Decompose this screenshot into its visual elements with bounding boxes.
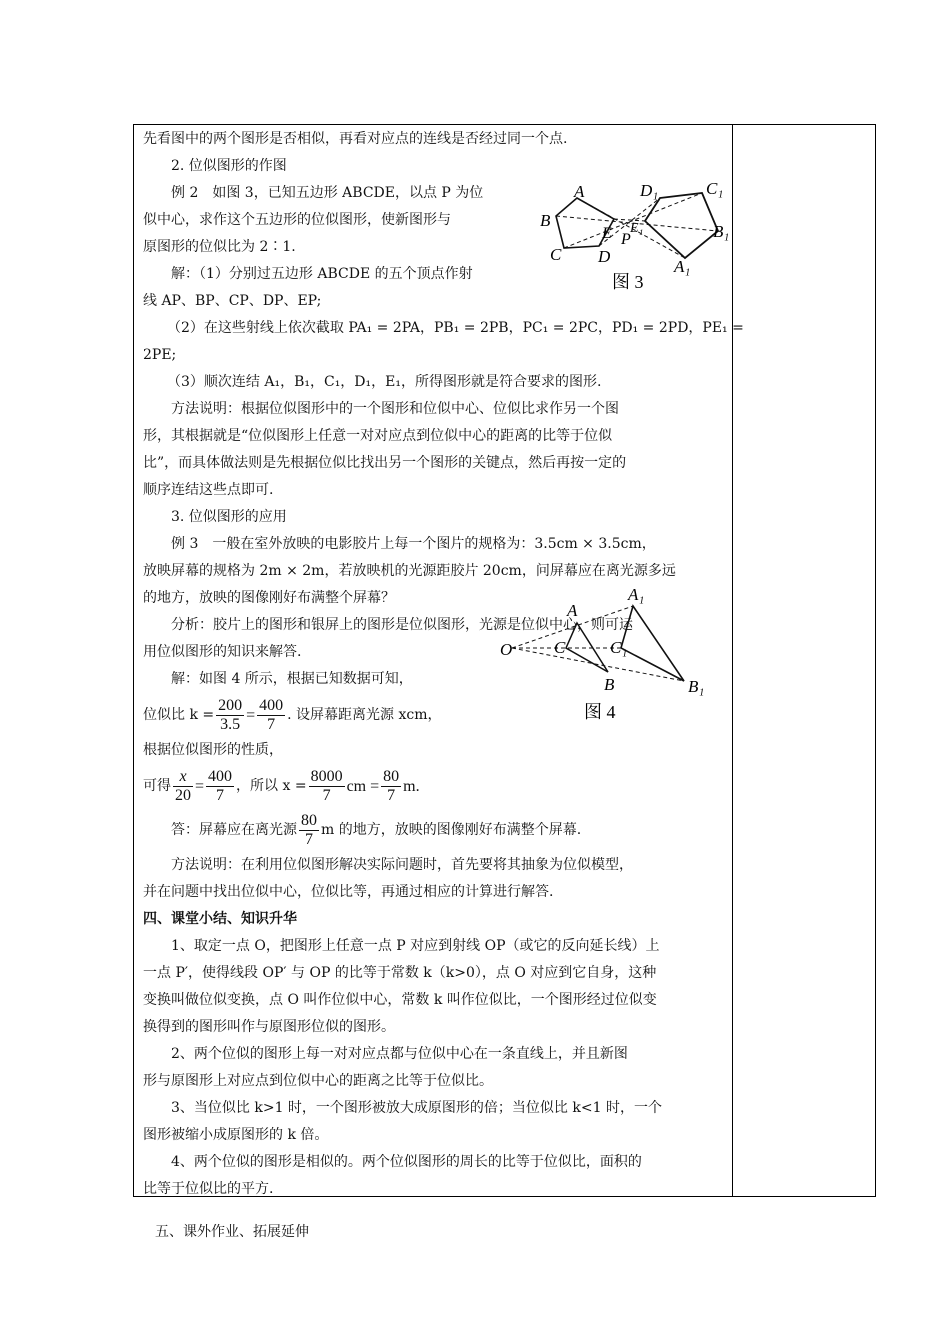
label-C1: C₁ [610, 638, 628, 657]
label-O: O [500, 640, 513, 659]
numerator: 400 [259, 696, 284, 714]
denominator: 20 [175, 786, 191, 804]
equals-sign: = [195, 777, 205, 795]
text-line: 解：（1）分别过五边形 ABCDE 的五个顶点作射 [171, 266, 473, 282]
label-B1: B₁ [688, 677, 705, 696]
text-line: 的地方，放映的图像刚好布满整个屏幕？ [143, 590, 395, 606]
summary-line: 2、两个位似的图形上每一对对应点都与位似中心在一条直线上，并且新图 [171, 1046, 628, 1062]
section-title: 3. 位似图形的应用 [171, 509, 287, 525]
large-triangle [621, 606, 684, 681]
label-A1: A₁ [628, 585, 645, 604]
fraction [216, 697, 244, 734]
answer-line [143, 808, 723, 852]
label-C1: C₁ [706, 179, 724, 198]
denominator: 7 [322, 786, 331, 804]
text-line: 似中心，求作这个五边形的位似图形，使新图形与 [143, 212, 451, 228]
label-C: C [550, 245, 562, 264]
text-line: 放映屏幕的规格为 2m × 2m，若放映机的光源距胶片 20cm，问屏幕应在离光源多远 [143, 563, 676, 579]
text-line: 方法说明：根据位似图形中的一个图形和位似中心、位似比求作另一个图 [171, 401, 619, 417]
label-C: C [554, 638, 566, 657]
text-line: 线 AP、BP、CP、DP、EP; [143, 293, 322, 309]
label-A: A [567, 601, 578, 620]
denominator: 7 [216, 786, 225, 804]
text-line: 比”，而具体做法则是先根据位似比找出另一个图形的关键点，然后再按一定的 [143, 455, 627, 471]
summary-line: 换得到的图形叫作与原图形位似的图形。 [143, 1019, 395, 1035]
text-line: 例 3 一般在室外放映的电影胶片上每一个图片的规格为：3.5cm × 3.5cm， [171, 536, 656, 552]
summary-line: 变换叫做位似变换，点 O 叫作位似中心，常数 k 叫作位似比，一个图形经过位似变 [143, 992, 657, 1008]
label-A1: A₁ [674, 257, 691, 276]
summary-line: 一点 P′，使得线段 OP′ 与 OP 的比等于常数 k（k>0），点 O 对应到它自身，这种 [143, 965, 657, 981]
text-line: 形，其根据就是“位似图形上任意一对对应点到位似中心的距离的比等于位似 [143, 428, 613, 444]
fraction [173, 768, 193, 805]
fraction [381, 768, 401, 805]
label-P: P [621, 231, 631, 248]
figure-caption: 图 4 [584, 702, 616, 722]
text-segment: m 的地方，放映的图像刚好布满整个屏幕. [321, 821, 582, 838]
text-line: 方法说明：在利用位似图形解决实际问题时，首先要将其抽象为位似模型， [171, 857, 633, 873]
unit-text: m. [403, 777, 420, 795]
numerator: 200 [218, 696, 243, 714]
text-line: 根据位似图形的性质， [143, 742, 283, 758]
label-D1: D₁ [640, 181, 659, 200]
numerator: 8000 [310, 767, 343, 785]
label-A: A [574, 182, 585, 201]
text-segment: . 设屏幕距离光源 xcm， [287, 706, 442, 723]
text-line: 分析：胶片上的图形和银屏上的图形是位似图形，光源是位似中心，则可运 [171, 617, 633, 633]
label-B1: B₁ [713, 222, 730, 241]
text-line: 并在问题中找出位似中心，位似比等，再通过相应的计算进行解答. [143, 884, 554, 900]
text-line: （3）顺次连结 A₁，B₁，C₁，D₁，E₁，所得图形就是符合要求的图形. [167, 374, 602, 390]
fraction [206, 768, 234, 805]
unit-text: cm = [346, 777, 380, 795]
section-heading: 五、课外作业、拓展延伸 [155, 1224, 309, 1240]
label-B: B [604, 675, 615, 694]
section-title: 2. 位似图形的作图 [171, 158, 287, 174]
text-line: 例 2 如图 3，已知五边形 ABCDE，以点 P 为位 [171, 185, 484, 201]
summary-line: 形与原图形上对应点到位似中心的距离之比等于位似比。 [143, 1073, 493, 1089]
distance-equation [143, 764, 723, 808]
text-segment: 答：屏幕应在离光源 [171, 821, 297, 838]
section-heading: 四、课堂小结、知识升华 [143, 911, 297, 927]
numerator: x [173, 768, 193, 787]
text-line: 原图形的位似比为 2∶1. [143, 239, 296, 255]
denominator: 3.5 [220, 715, 241, 733]
numerator: 400 [208, 767, 233, 785]
summary-line: 3、当位似比 k>1 时，一个图形被放大成原图形的倍；当位似比 k<1 时，一个 [171, 1100, 662, 1116]
figure-caption: 图 3 [612, 272, 644, 292]
label-D: D [598, 247, 611, 266]
summary-line: 比等于位似比的平方. [143, 1181, 274, 1197]
numerator: 80 [383, 767, 400, 785]
text-line: （2）在这些射线上依次截取 PA₁ = 2PA，PB₁ = 2PB，PC₁ = 2PC，PD₁ = 2PD，PE₁ = [167, 320, 744, 336]
text-segment: ，所以 x = [236, 777, 307, 794]
denominator: 7 [267, 715, 276, 733]
fraction [257, 697, 285, 734]
fraction [299, 812, 319, 849]
text-line: 用位似图形的知识来解答. [143, 644, 302, 660]
text-line: 解：如图 4 所示，根据已知数据可知， [171, 671, 413, 687]
text-segment: 位似比 k = [143, 706, 215, 723]
text-line: 顺序连结这些点即可. [143, 482, 274, 498]
text-line: 2PE; [143, 347, 177, 363]
numerator: 80 [301, 811, 317, 829]
text-line: 先看图中的两个图形是否相似，再看对应点的连线是否经过同一个点. [143, 131, 568, 147]
spacer [143, 1203, 723, 1219]
label-E1: E₁ [630, 221, 644, 236]
label-B: B [540, 211, 551, 230]
equals-sign: = [246, 706, 256, 724]
summary-line: 1、取定一点 O，把图形上任意一点 P 对应到射线 OP（或它的反向延长线）上 [171, 938, 660, 954]
fraction [309, 768, 345, 805]
denominator: 7 [387, 786, 396, 804]
denominator: 7 [305, 830, 313, 848]
summary-line: 图形被缩小成原图形的 k 倍。 [143, 1127, 329, 1143]
small-triangle [566, 623, 608, 672]
figure-4-projector-homothety [498, 578, 720, 724]
figure-3-pentagon-homothety [530, 176, 745, 294]
summary-line: 4、两个位似的图形是相似的。两个位似图形的周长的比等于位似比，面积的 [171, 1154, 642, 1170]
text-segment: 可得 [143, 777, 171, 794]
label-E: E [602, 225, 612, 242]
